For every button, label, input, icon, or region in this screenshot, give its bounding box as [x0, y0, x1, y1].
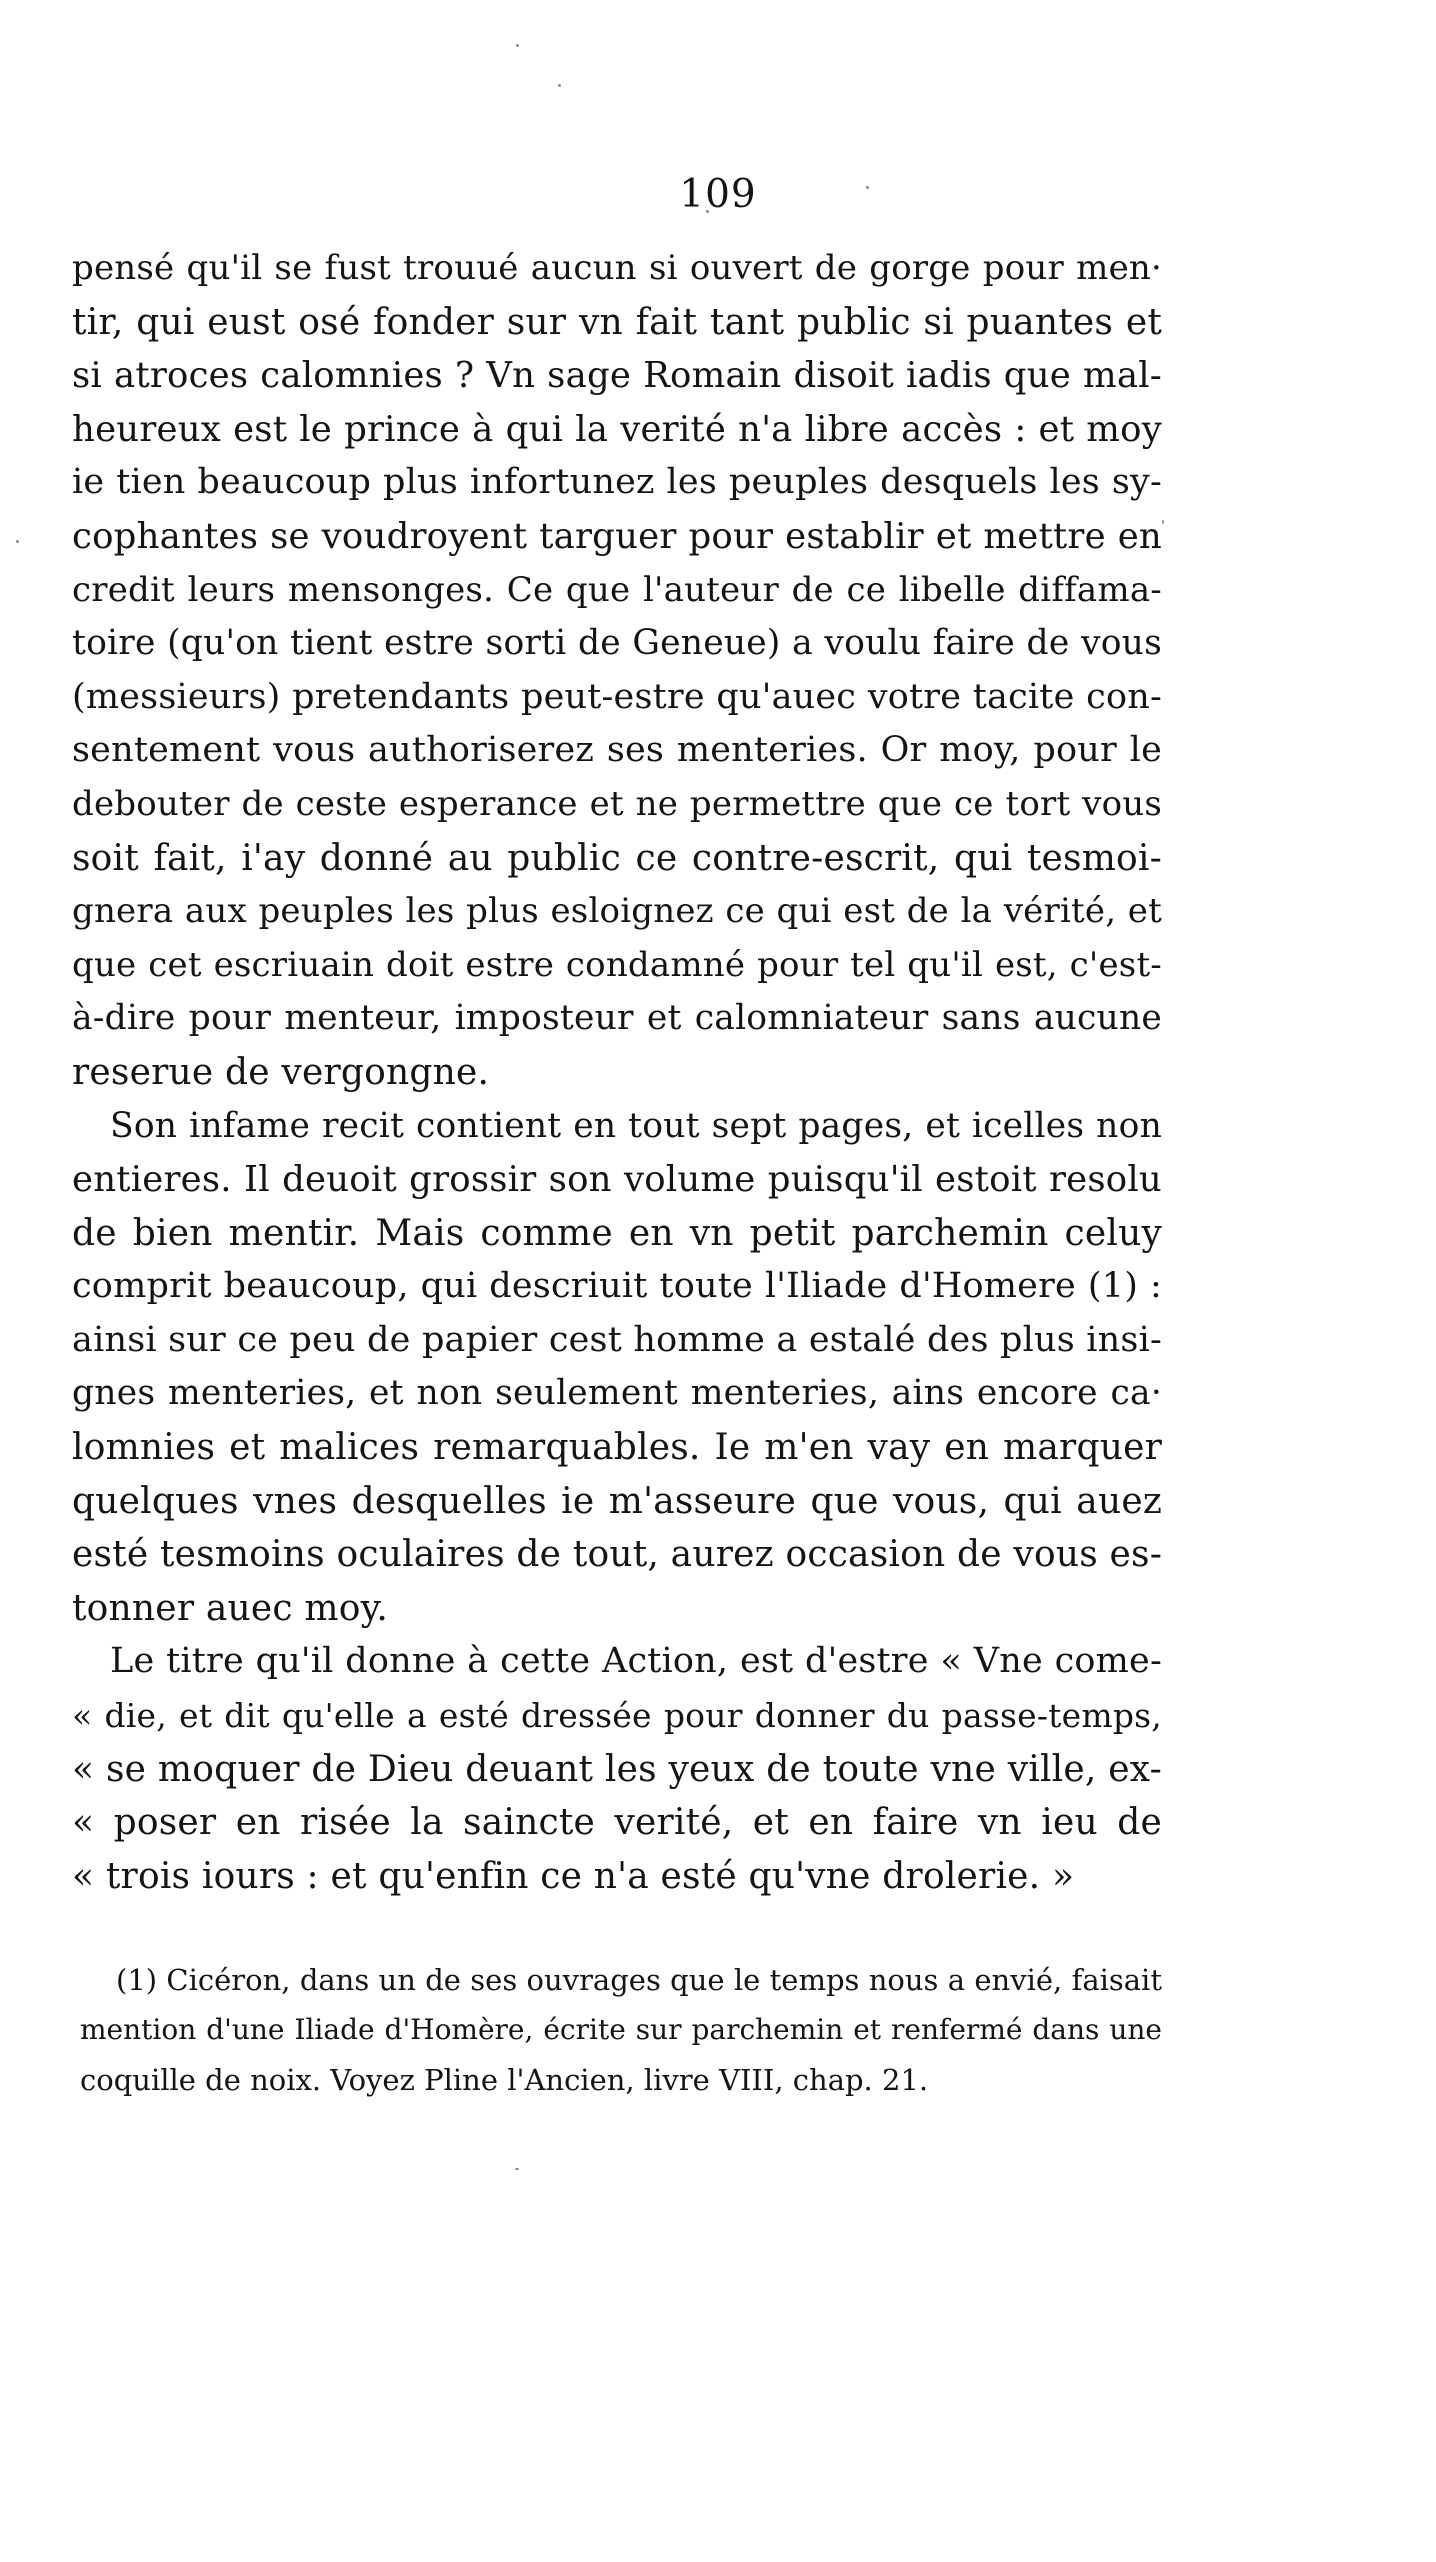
- text-line: tir, qui eust osé fonder sur vn fait tant public si puantes et: [72, 301, 1162, 343]
- text-line: « se moquer de Dieu deuant les yeux de toute vne ville, ex-: [72, 1748, 1162, 1790]
- paper-speck: [516, 44, 519, 47]
- text-line: à-dire pour menteur, imposteur et calomniateur sans aucune: [72, 998, 1162, 1039]
- text-line: reserue de vergongne.: [72, 1051, 490, 1093]
- body-text: [72, 242, 1162, 1903]
- text-line: comprit beaucoup, qui descriuit toute l'Iliade d'Homere (1) :: [72, 1266, 1162, 1307]
- text-line: si atroces calomnies ? Vn sage Romain disoit iadis que mal-: [72, 355, 1162, 397]
- text-line: heureux est le prince à qui la verité n'a libre accès : et moy: [72, 408, 1162, 450]
- text-line: de bien mentir. Mais comme en vn petit parchemin celuy: [72, 1212, 1162, 1254]
- text-line: « trois iours : et qu'enfin ce n'a esté qu'vne drolerie. »: [72, 1855, 1075, 1897]
- paper-speck: [1162, 520, 1164, 524]
- text-line: entieres. Il deuoit grossir son volume puisqu'il estoit resolu: [72, 1159, 1162, 1201]
- text-line: « die, et dit qu'elle a esté dressée pour donner du passe-temps,: [72, 1696, 1162, 1736]
- text-line: credit leurs mensonges. Ce que l'auteur de ce libelle diffama-: [72, 569, 1162, 610]
- text-line: toire (qu'on tient estre sorti de Geneue) a voulu faire de vous: [72, 623, 1162, 664]
- text-line: « poser en risée la saincte verité, et en faire vn ieu de: [72, 1802, 1162, 1844]
- text-line: lomnies et malices remarquables. Ie m'en vay en marquer: [72, 1427, 1162, 1469]
- text-line: tonner auec moy.: [72, 1587, 389, 1629]
- text-line: ie tien beaucoup plus infortunez les peuples desquels les sy-: [72, 462, 1162, 503]
- text-line: soit fait, i'ay donné au public ce contre-escrit, qui tesmoi-: [72, 837, 1162, 879]
- text-line: esté tesmoins oculaires de tout, aurez occasion de vous es-: [72, 1534, 1163, 1576]
- text-line: quelques vnes desquelles ie m'asseure que vous, qui auez: [72, 1480, 1162, 1522]
- text-line: sentement vous authoriserez ses menteries. Or moy, pour le: [72, 730, 1162, 771]
- text-line: ainsi sur ce peu de papier cest homme a estalé des plus insi-: [72, 1319, 1162, 1360]
- text-line: gnera aux peuples les plus esloignez ce qui est de la vérité, et: [72, 891, 1162, 932]
- footnote-line: (1) Cicéron, dans un de ses ouvrages que le temps nous a envié, faisait: [116, 1963, 1162, 1997]
- footnote-line: mention d'une Iliade d'Homère, écrite sur parchemin et renfermé dans une: [80, 2013, 1162, 2046]
- paragraph-first-line: Le titre qu'il donne à cette Action, est d'estre « Vne come-: [110, 1641, 1162, 1682]
- text-line: pensé qu'il se fust trouué aucun si ouvert de gorge pour men·: [72, 248, 1162, 288]
- paragraph-first-line: Son infame recit contient en tout sept pages, et icelles non: [110, 1105, 1162, 1146]
- paper-speck: [16, 540, 19, 543]
- paper-speck: [558, 84, 561, 87]
- text-line: cophantes se voudroyent targuer pour establir et mettre en: [72, 515, 1162, 557]
- footnote: [80, 1955, 1162, 2105]
- text-line: (messieurs) pretendants peut-estre qu'auec votre tacite con-: [72, 676, 1162, 717]
- paper-speck: [515, 2168, 519, 2170]
- page-number: 109: [679, 172, 757, 217]
- text-line: que cet escriuain doit estre condamné pour tel qu'il est, c'est-: [72, 944, 1162, 985]
- text-line: debouter de ceste esperance et ne permettre que ce tort vous: [72, 783, 1162, 824]
- footnote-line: coquille de noix. Voyez Pline l'Ancien, livre VIII, chap. 21.: [80, 2063, 929, 2097]
- text-line: gnes menteries, et non seulement menteries, ains encore ca·: [72, 1373, 1162, 1414]
